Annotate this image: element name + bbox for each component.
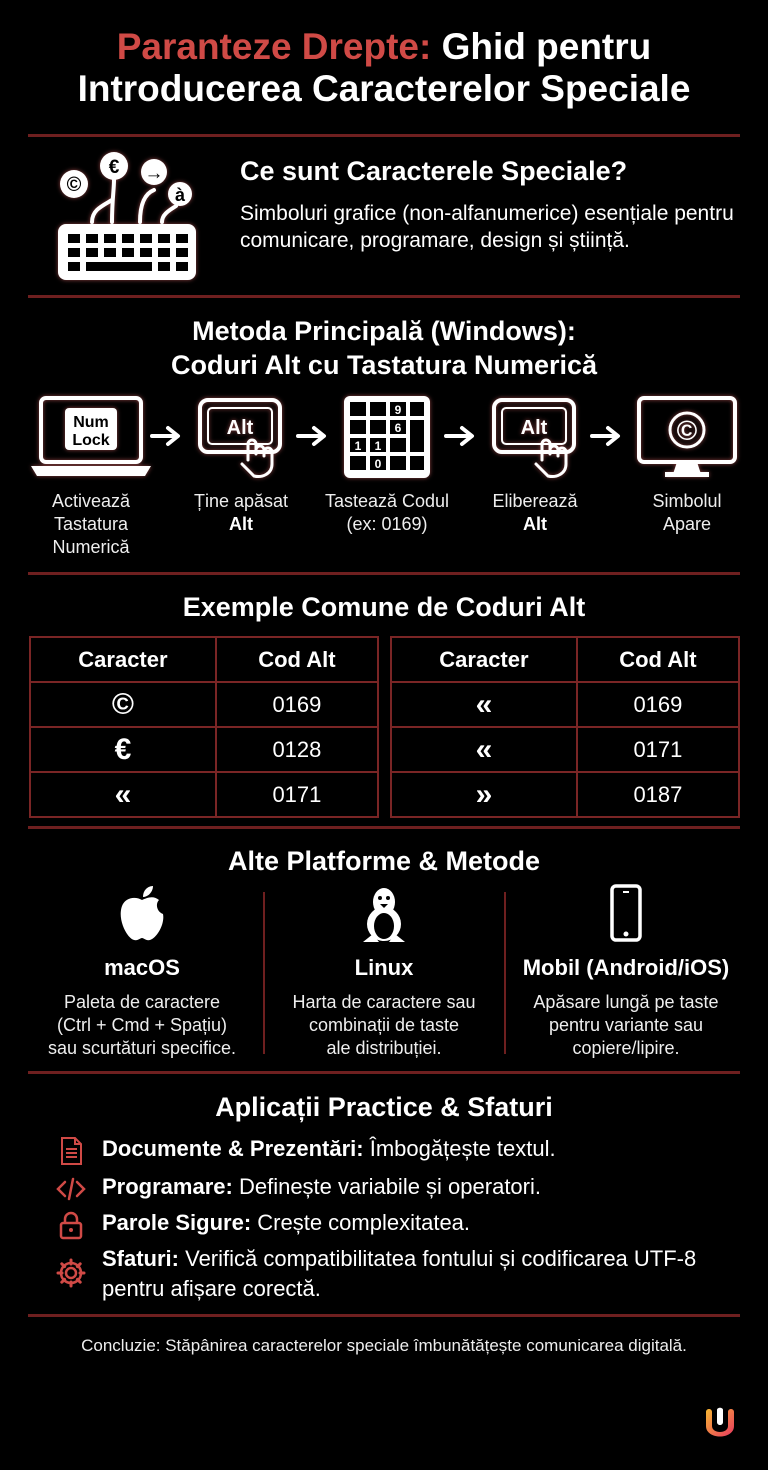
platform-mobile bbox=[508, 884, 744, 1060]
divider bbox=[28, 826, 740, 829]
step-label-line: Tastatura bbox=[53, 514, 129, 534]
keyboard-with-symbols-icon bbox=[52, 150, 202, 284]
tip-item bbox=[56, 1208, 736, 1240]
char-cell: « bbox=[391, 682, 577, 727]
platform-linux bbox=[266, 884, 502, 1060]
step-type-code bbox=[312, 394, 462, 536]
step-symbol-appears bbox=[612, 394, 762, 536]
tip-item bbox=[56, 1244, 736, 1306]
alt-key-label: Alt bbox=[226, 417, 254, 439]
step-label bbox=[460, 490, 610, 536]
tip-body: Îmbogățește textul. bbox=[363, 1136, 556, 1161]
examples-heading: Exemple Comune de Coduri Alt bbox=[182, 592, 586, 622]
platform-desc-line: copiere/lipire. bbox=[572, 1038, 680, 1058]
brand-logo-icon bbox=[700, 1404, 740, 1444]
code-cell: 0171 bbox=[577, 727, 739, 772]
tip-label: Sfaturi: bbox=[102, 1246, 179, 1271]
code-icon bbox=[56, 1174, 86, 1204]
step-label-line: Tastează Codul bbox=[324, 491, 450, 511]
intro-description: Simboluri grafice (non-alfanumerice) esențiale pentru comunicare, programare, design și știință. bbox=[240, 202, 734, 252]
monitor-copyright-icon bbox=[635, 394, 739, 480]
tip-body: Verifică compatibilitatea fontului și codificarea UTF-8 pentru afișare corectă. bbox=[102, 1246, 697, 1301]
step-label-line: Numerică bbox=[52, 537, 130, 557]
apple-icon bbox=[117, 884, 167, 944]
alt-key-label: Alt bbox=[520, 417, 548, 439]
char-cell: « bbox=[30, 772, 216, 817]
step-activate-numpad bbox=[16, 394, 166, 559]
step-label bbox=[166, 490, 316, 536]
divider bbox=[28, 1071, 740, 1074]
title-rest: Ghid pentru bbox=[431, 26, 652, 67]
platform-desc-line: Harta de caractere sau bbox=[292, 992, 476, 1012]
tip-text bbox=[102, 1172, 742, 1202]
platform-desc-line: sau scurtături specifice. bbox=[47, 1038, 237, 1058]
column-header: Cod Alt bbox=[577, 637, 739, 682]
method-heading-line2: Coduri Alt cu Tastatura Numerică bbox=[170, 350, 598, 380]
step-label bbox=[612, 490, 762, 536]
numlock-key-line2: Lock bbox=[72, 432, 110, 449]
column-separator bbox=[263, 892, 265, 1054]
char-cell: © bbox=[30, 682, 216, 727]
platform-desc-line: pentru variante sau bbox=[548, 1015, 704, 1035]
tip-text bbox=[102, 1208, 742, 1238]
page-title bbox=[0, 26, 768, 110]
column-header: Caracter bbox=[30, 637, 216, 682]
tip-item bbox=[56, 1134, 736, 1166]
step-label bbox=[16, 490, 166, 559]
numlock-key-line1: Num bbox=[73, 414, 109, 431]
column-header: Caracter bbox=[391, 637, 577, 682]
tip-text bbox=[102, 1244, 742, 1304]
table-row bbox=[391, 682, 739, 727]
tip-label: Documente & Prezentări: bbox=[102, 1136, 364, 1161]
numpad-key: 6 bbox=[394, 421, 402, 435]
laptop-numlock-icon bbox=[29, 394, 153, 480]
table-header-row bbox=[30, 637, 378, 682]
svg-text:©: © bbox=[66, 174, 82, 196]
svg-text:à: à bbox=[174, 185, 186, 205]
platform-name: Linux bbox=[354, 955, 414, 980]
code-cell: 0187 bbox=[577, 772, 739, 817]
step-label-line: Activează bbox=[51, 491, 131, 511]
numpad-key: 1 bbox=[354, 439, 362, 453]
divider bbox=[28, 1314, 740, 1317]
tip-body: Definește variabile și operatori. bbox=[232, 1174, 541, 1199]
step-label-line: Eliberează bbox=[492, 491, 578, 511]
tip-label: Parole Sigure: bbox=[102, 1210, 252, 1235]
svg-text:€: € bbox=[108, 157, 120, 178]
divider bbox=[28, 295, 740, 298]
platform-name: Mobil (Android/iOS) bbox=[522, 955, 730, 980]
platforms-heading: Alte Platforme & Metode bbox=[227, 846, 541, 876]
table-row bbox=[30, 682, 378, 727]
table-row bbox=[30, 772, 378, 817]
platform-desc-line: combinații de taste bbox=[308, 1015, 460, 1035]
title-line2: Introducerea Caracterelor Speciale bbox=[77, 68, 691, 109]
table-header-row bbox=[391, 637, 739, 682]
divider bbox=[28, 134, 740, 137]
step-hold-alt bbox=[166, 394, 316, 536]
alt-key-press-icon bbox=[196, 394, 286, 480]
table-row bbox=[30, 727, 378, 772]
intro-heading: Ce sunt Caracterele Speciale? bbox=[240, 156, 628, 186]
step-label-line: Apare bbox=[662, 514, 712, 534]
char-cell: € bbox=[30, 727, 216, 772]
tip-item bbox=[56, 1172, 736, 1204]
code-cell: 0169 bbox=[577, 682, 739, 727]
step-release-alt bbox=[460, 394, 610, 536]
step-label bbox=[312, 490, 462, 536]
conclusion-text: Concluzie: Stăpânirea caracterelor speciale îmbunătățește comunicarea digitală. bbox=[81, 1336, 687, 1355]
code-cell: 0169 bbox=[216, 682, 378, 727]
alt-codes-table-left bbox=[29, 636, 379, 818]
column-header: Cod Alt bbox=[216, 637, 378, 682]
column-separator bbox=[504, 892, 506, 1054]
tip-body: Crește complexitatea. bbox=[251, 1210, 471, 1235]
code-cell: 0128 bbox=[216, 727, 378, 772]
platform-desc-line: Paleta de caractere bbox=[63, 992, 221, 1012]
code-cell: 0171 bbox=[216, 772, 378, 817]
platform-desc-line: Apăsare lungă pe taste bbox=[533, 992, 719, 1012]
platform-macos bbox=[24, 884, 260, 1060]
table-row bbox=[391, 772, 739, 817]
numpad-key: 9 bbox=[394, 403, 402, 417]
numpad-key: 1 bbox=[374, 439, 382, 453]
tip-text bbox=[102, 1134, 742, 1164]
numpad-icon bbox=[342, 394, 432, 480]
padlock-icon bbox=[56, 1210, 86, 1240]
method-heading bbox=[0, 314, 768, 382]
platform-name: macOS bbox=[104, 955, 180, 980]
step-label-line: Simbolul bbox=[652, 491, 722, 511]
copyright-symbol: © bbox=[676, 415, 698, 446]
title-accent: Paranteze Drepte: bbox=[116, 26, 432, 67]
char-cell: » bbox=[391, 772, 577, 817]
platform-description bbox=[508, 991, 744, 1060]
platform-description bbox=[266, 991, 502, 1060]
linux-tux-icon bbox=[359, 884, 409, 944]
step-label-line: Ține apăsat bbox=[193, 491, 289, 511]
tips-heading: Aplicații Practice & Sfaturi bbox=[215, 1092, 553, 1122]
table-row bbox=[391, 727, 739, 772]
platform-description bbox=[24, 991, 260, 1060]
step-label-bold: Alt bbox=[229, 514, 253, 534]
smartphone-icon bbox=[601, 884, 651, 944]
platform-desc-line: ale distribuției. bbox=[326, 1038, 442, 1058]
gear-icon bbox=[56, 1258, 86, 1288]
platform-desc-line: (Ctrl + Cmd + Spațiu) bbox=[56, 1015, 228, 1035]
char-cell: « bbox=[391, 727, 577, 772]
method-heading-line1: Metoda Principală (Windows): bbox=[192, 316, 576, 346]
svg-text:→: → bbox=[144, 163, 164, 184]
step-label-line: (ex: 0169) bbox=[346, 514, 428, 534]
tip-label: Programare: bbox=[102, 1174, 233, 1199]
alt-key-release-icon bbox=[490, 394, 580, 480]
document-icon bbox=[56, 1136, 86, 1166]
step-label-bold: Alt bbox=[523, 514, 547, 534]
alt-codes-table-right bbox=[390, 636, 740, 818]
numpad-key: 0 bbox=[374, 457, 382, 471]
divider bbox=[28, 572, 740, 575]
